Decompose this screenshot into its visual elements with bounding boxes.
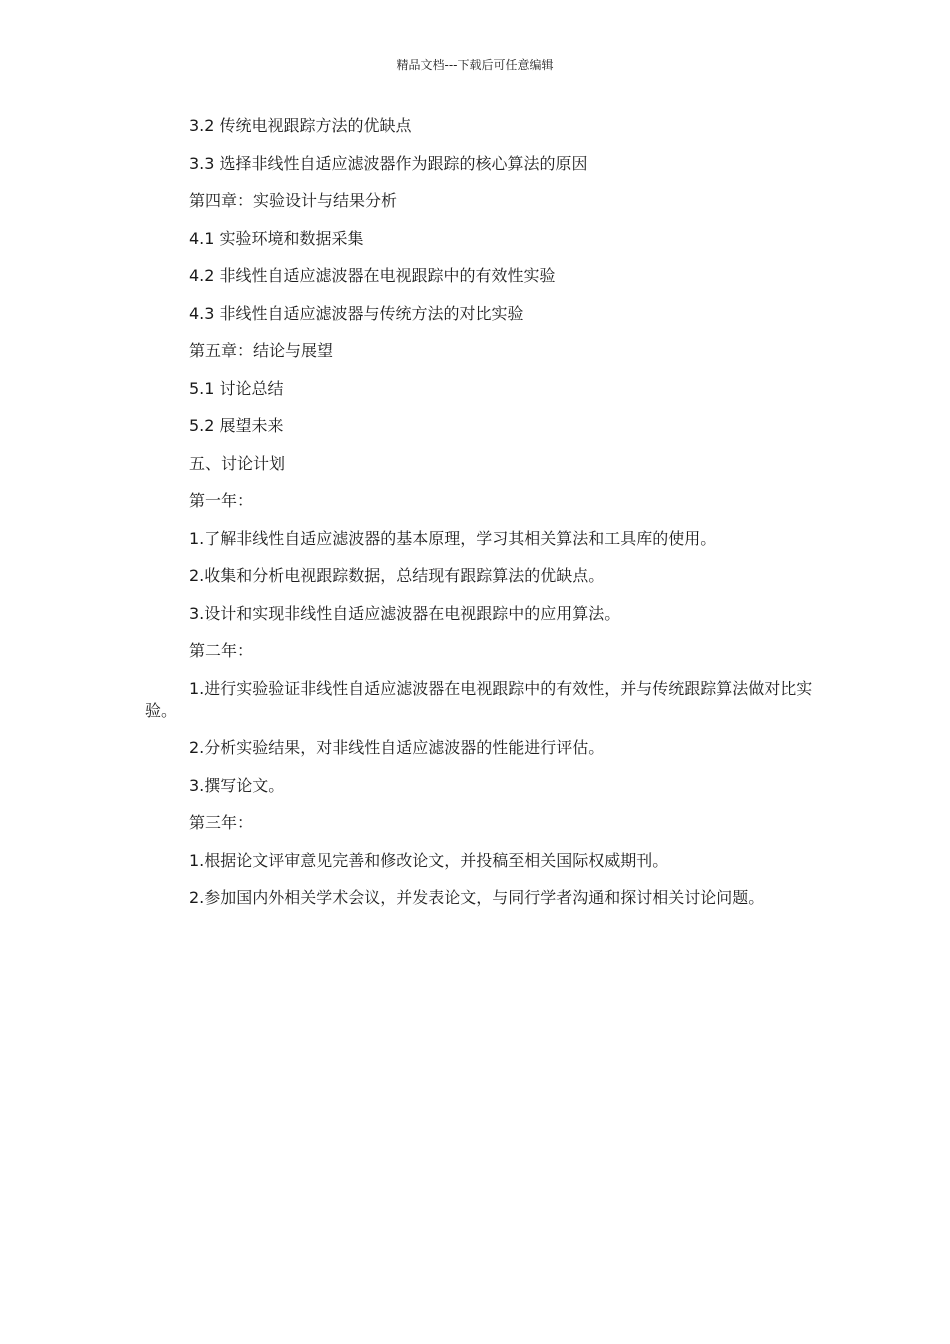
- year-three-item-1: 1.根据论文评审意见完善和修改论文，并投稿至相关国际权威期刊。: [189, 850, 669, 870]
- page-header: 精品文档---下载后可任意编辑: [396, 58, 554, 72]
- year-three-heading: 第三年：: [189, 813, 254, 832]
- section-heading-5-1: 5.1 讨论总结: [189, 378, 284, 398]
- section-heading-3-2: 3.2 传统电视跟踪方法的优缺点: [189, 116, 412, 135]
- year-two-item-1: 1.进行实验验证非线性自适应滤波器在电视跟踪中的有效性，并与传统跟踪算法做对比实验。: [145, 678, 813, 720]
- year-one-item-1: 1.了解非线性自适应滤波器的基本原理，学习其相关算法和工具库的使用。: [189, 528, 717, 548]
- year-three-item-2: 2.参加国内外相关学术会议，并发表论文，与同行学者沟通和探讨相关讨论问题。: [189, 888, 765, 907]
- section-heading-4-1: 4.1 实验环境和数据采集: [189, 228, 364, 248]
- chapter-heading-5: 第五章：结论与展望: [189, 341, 334, 360]
- year-one-item-2: 2.收集和分析电视跟踪数据，总结现有跟踪算法的优缺点。: [189, 566, 605, 585]
- part-heading-discussion-plan: 五、讨论计划: [189, 453, 286, 473]
- year-two-item-2: 2.分析实验结果，对非线性自适应滤波器的性能进行评估。: [189, 738, 605, 757]
- year-one-heading: 第一年：: [189, 491, 254, 510]
- section-heading-5-2: 5.2 展望未来: [189, 416, 284, 435]
- year-two-item-3: 3.撰写论文。: [189, 775, 285, 795]
- section-heading-3-3: 3.3 选择非线性自适应滤波器作为跟踪的核心算法的原因: [189, 153, 588, 173]
- year-two-heading: 第二年：: [189, 641, 254, 660]
- document-body: [145, 115, 825, 925]
- chapter-heading-4: 第四章：实验设计与结果分析: [189, 191, 398, 210]
- year-one-item-3: 3.设计和实现非线性自适应滤波器在电视跟踪中的应用算法。: [189, 603, 621, 623]
- section-heading-4-2: 4.2 非线性自适应滤波器在电视跟踪中的有效性实验: [189, 266, 556, 285]
- section-heading-4-3: 4.3 非线性自适应滤波器与传统方法的对比实验: [189, 303, 524, 323]
